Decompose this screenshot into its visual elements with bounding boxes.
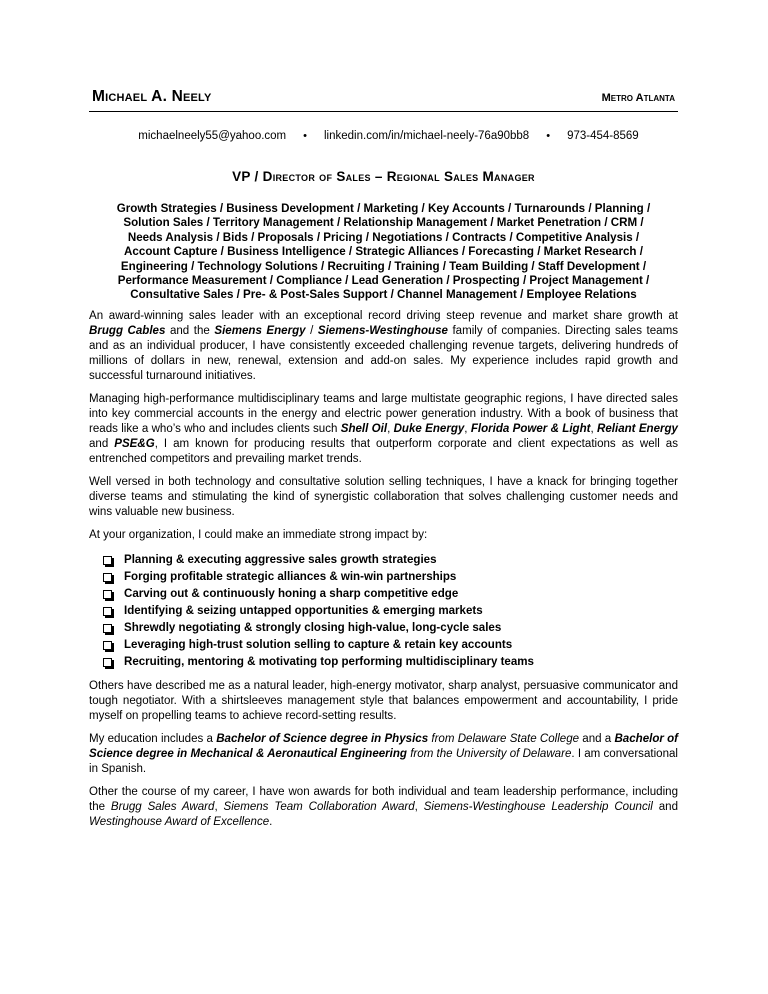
- keyword-line: Consultative Sales / Pre- & Post-Sales Support / Channel Management / Employee Relations: [130, 288, 637, 302]
- keyword-line: Solution Sales / Territory Management / Relationship Management / Market Penetration / CRM /: [123, 216, 644, 230]
- skills-paragraph: Well versed in both technology and consultative solution selling techniques, I have a knack for bringing together diverse teams and stimulating the kind of synergistic collaboration that solves challenging customer needs and wins valuable new business.: [89, 475, 678, 518]
- education-paragraph: My education includes a Bachelor of Science degree in Physics from Delaware State College and a Bachelor of Science degree in Mechanical & Aeronautical Engineering from the University of Delaware. I am conversational in Spanish.: [89, 732, 679, 775]
- checkbox-icon: [103, 590, 112, 599]
- candidate-location: Metro Atlanta: [601, 92, 675, 104]
- keyword-line: Account Capture / Business Intelligence / Strategic Alliances / Forecasting / Market Research /: [124, 245, 643, 259]
- phone-number: 973-454-8569: [567, 130, 639, 142]
- checkbox-icon: [103, 641, 112, 650]
- candidate-name: Michael A. Neely: [92, 88, 212, 105]
- checkbox-icon: [103, 556, 112, 565]
- separator-bullet: •: [546, 130, 551, 142]
- resume-headline: VP / Director of Sales – Regional Sales Manager: [232, 169, 535, 184]
- checkbox-icon: [103, 624, 112, 633]
- keyword-line: Growth Strategies / Business Development / Marketing / Key Accounts / Turnarounds / Planning /: [116, 202, 651, 215]
- leadership-paragraph: Others have described me as a natural leader, high-energy motivator, sharp analyst, persuasive communicator and tough negotiator. With a shirtsleeves management style that balances empowerment and accountability, I pride myself on propelling teams to achieve record-setting results.: [89, 679, 678, 722]
- list-item: Forging profitable strategic alliances & win-win partnerships: [89, 569, 678, 586]
- list-item: Leveraging high-trust solution selling to capture & retain key accounts: [89, 637, 678, 654]
- checkbox-icon: [103, 658, 112, 667]
- keyword-line: Engineering / Technology Solutions / Recruiting / Training / Team Building / Staff Development /: [120, 259, 647, 273]
- list-item: Recruiting, mentoring & motivating top performing multidisciplinary teams: [89, 654, 678, 671]
- list-item: Identifying & seizing untapped opportunities & emerging markets: [89, 603, 678, 620]
- resume-header: [89, 88, 678, 112]
- checkbox-icon: [103, 607, 112, 616]
- summary-paragraph: An award-winning sales leader with an exceptional record driving steep revenue and market share growth at Brugg Cables and the Siemens Energy / Siemens-Westinghouse family of companies. Directing sales teams and as an individual producer, I have consistently exceeded challenging revenue targets, delivering hundreds of millions of dollars in new, renewal, extension and add-on sales. My experience includes rapid growth and successful turnaround initiatives.: [89, 309, 678, 382]
- resume-page: [89, 88, 678, 830]
- keyword-line: Performance Measurement / Compliance / Lead Generation / Prospecting / Project Management /: [117, 274, 650, 288]
- impact-intro: At your organization, I could make an immediate strong impact by:: [89, 528, 428, 541]
- clients-paragraph: Managing high-performance multidisciplinary teams and large multistate geographic regions, I have directed sales into key commercial accounts in the energy and electric power generation industry. With a book of business that reads like a who’s who and includes clients such Shell Oil, Duke Energy, Florida Power & Light, Reliant Energy and PSE&G, I am known for producing results that outperform corporate and client expectations as well as entrenched competitors and prevailing market trends.: [89, 392, 678, 465]
- awards-paragraph: Other the course of my career, I have won awards for both individual and team leadership performance, including the Brugg Sales Award, Siemens Team Collaboration Award, Siemens-Westinghouse Leadership Council and Westinghouse Award of Excellence.: [89, 785, 678, 828]
- keyword-line: Needs Analysis / Bids / Proposals / Pricing / Negotiations / Contracts / Competitive Analysis /: [127, 230, 640, 244]
- list-item: Shrewdly negotiating & strongly closing high-value, long-cycle sales: [89, 620, 678, 637]
- impact-list: [89, 552, 678, 671]
- contact-line: [89, 130, 678, 142]
- separator-bullet: •: [303, 130, 307, 142]
- linkedin-link[interactable]: linkedin.com/in/michael-neely-76a90bb8: [324, 130, 530, 142]
- list-item: Planning & executing aggressive sales growth strategies: [89, 552, 678, 569]
- email-link[interactable]: michaelneely55@yahoo.com: [138, 130, 287, 142]
- list-item: Carving out & continuously honing a sharp competitive edge: [89, 586, 678, 603]
- checkbox-icon: [103, 573, 112, 582]
- keyword-block: [89, 202, 678, 303]
